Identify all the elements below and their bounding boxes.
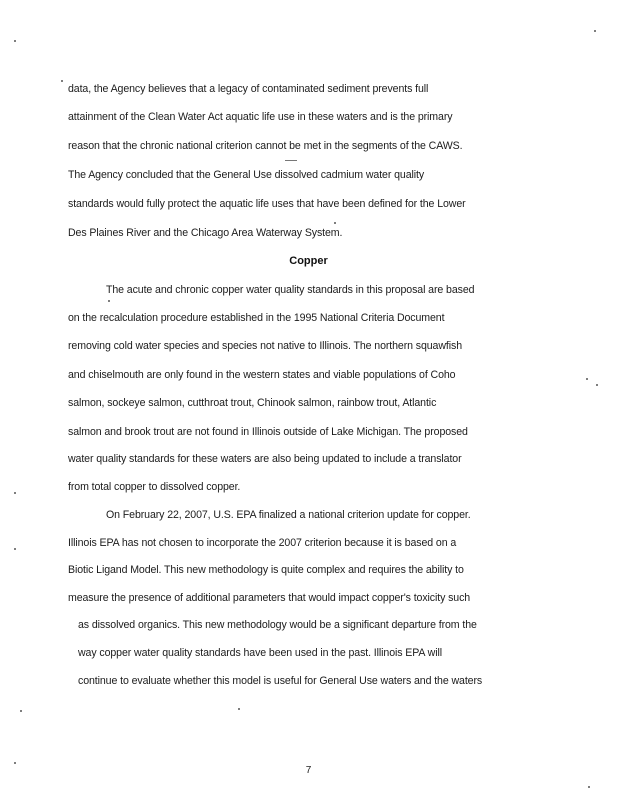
text-line: as dissolved organics. This new methodology would be a significant departure from the	[78, 619, 477, 631]
text-line: continue to evaluate whether this model is useful for General Use waters and the waters	[78, 675, 483, 687]
text-line: Des Plaines River and the Chicago Area Waterway System.	[68, 227, 343, 239]
text-line: measure the presence of additional parameters that would impact copper's toxicity such	[68, 592, 471, 604]
text-line: way copper water quality standards have been used in the past. Illinois EPA will	[78, 647, 442, 659]
scan-speck	[285, 160, 297, 161]
scan-speck	[594, 30, 596, 32]
text-line: data, the Agency believes that a legacy of contaminated sediment prevents full	[68, 83, 429, 95]
scan-speck	[14, 40, 16, 42]
text-line: salmon and brook trout are not found in Illinois outside of Lake Michigan. The proposed	[68, 426, 468, 438]
text-line: on the recalculation procedure established in the 1995 National Criteria Document	[68, 312, 445, 324]
text-line: standards would fully protect the aquatic life uses that have been defined for the Lower	[68, 198, 466, 210]
text-line: Biotic Ligand Model. This new methodology is quite complex and requires the ability to	[68, 564, 464, 576]
page-number: 7	[305, 765, 312, 776]
text-line: reason that the chronic national criterion cannot be met in the segments of the CAWS.	[68, 140, 463, 152]
text-line: attainment of the Clean Water Act aquatic life use in these waters and is the primary	[68, 111, 453, 123]
scan-speck	[238, 708, 240, 710]
text-line: On February 22, 2007, U.S. EPA finalized a national criterion update for copper.	[106, 509, 471, 521]
scan-speck	[588, 786, 590, 788]
text-line: from total copper to dissolved copper.	[68, 481, 241, 493]
text-line: water quality standards for these waters are also being updated to include a translator	[68, 453, 462, 465]
scan-speck	[61, 80, 63, 82]
text-line: salmon, sockeye salmon, cutthroat trout, Chinook salmon, rainbow trout, Atlantic	[68, 397, 437, 409]
scan-speck	[108, 300, 110, 302]
text-line: The Agency concluded that the General Use dissolved cadmium water quality	[68, 169, 425, 181]
text-line: Illinois EPA has not chosen to incorporate the 2007 criterion because it is based on a	[68, 537, 457, 549]
text-line: removing cold water species and species not native to Illinois. The northern squawfish	[68, 340, 462, 352]
scan-speck	[14, 762, 16, 764]
scan-speck	[334, 222, 336, 224]
text-line: and chiselmouth are only found in the western states and viable populations of Coho	[68, 369, 456, 381]
scan-speck	[586, 378, 588, 380]
scan-speck	[14, 548, 16, 550]
scan-speck	[20, 710, 22, 712]
section-heading-copper: Copper	[289, 255, 328, 267]
text-line: The acute and chronic copper water quality standards in this proposal are based	[106, 284, 475, 296]
scan-speck	[14, 492, 16, 494]
scan-speck	[596, 384, 598, 386]
